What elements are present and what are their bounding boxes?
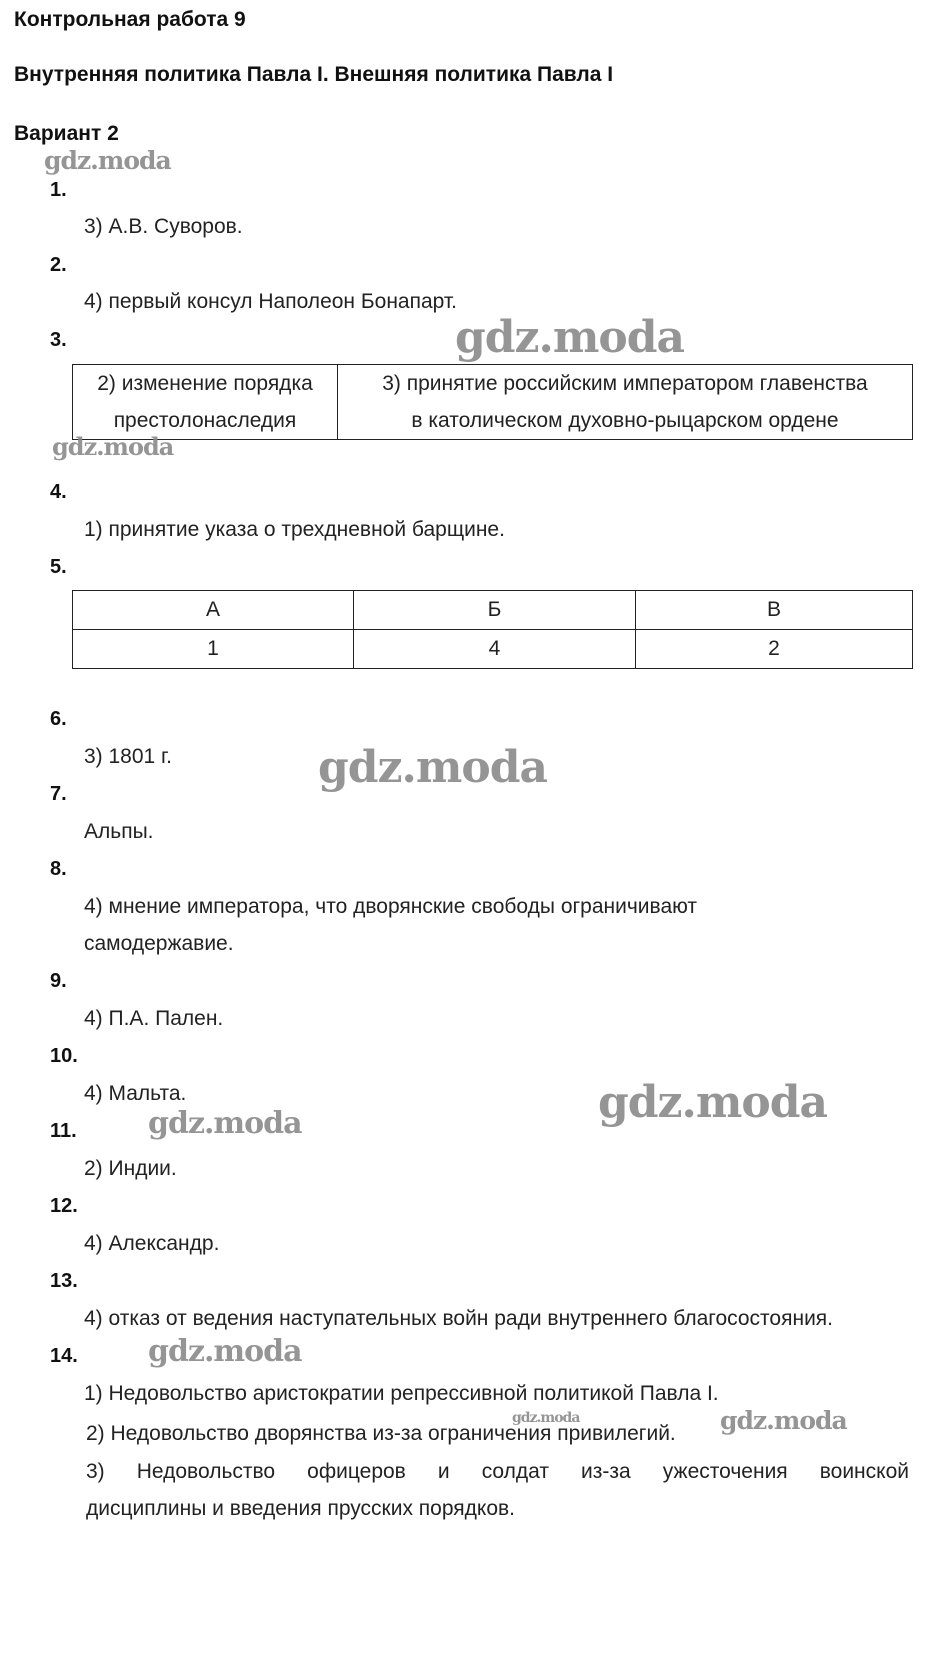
watermark: gdz.moda [148, 1334, 302, 1369]
watermark: gdz.moda [318, 742, 548, 793]
variant-label: Вариант 2 [14, 122, 119, 145]
answer-6: 3) 1801 г. [84, 745, 172, 768]
cell-line: в католическом духовно-рыцарском ордене [411, 409, 839, 432]
question-number-14: 14. [50, 1345, 78, 1367]
answer-14-item-3-line-2: дисциплины и введения прусских порядков. [86, 1497, 515, 1520]
answer-11: 2) Индии. [84, 1157, 177, 1180]
cell-line: 2) изменение порядка [97, 372, 313, 395]
answer-9: 4) П.А. Пален. [84, 1007, 224, 1030]
watermark: gdz.moda [512, 1410, 580, 1426]
answer-1: 3) А.В. Суворов. [84, 215, 243, 238]
question-number-8: 8. [50, 858, 67, 880]
question-number-4: 4. [50, 481, 67, 503]
watermark: gdz.moda [455, 312, 685, 363]
answer-14-item-3-line-1: 3) Недовольство офицеров и солдат из-за ужесточения воинской [86, 1460, 909, 1483]
table-cell [73, 365, 338, 440]
table-value-cell: 2 [636, 630, 913, 669]
page-title: Контрольная работа 9 [14, 8, 246, 31]
answer-13: 4) отказ от ведения наступательных войн ради внутреннего благосостояния. [84, 1307, 834, 1330]
answer-4: 1) принятие указа о трехдневной барщине. [84, 518, 505, 541]
watermark: gdz.moda [148, 1106, 302, 1141]
answer-14-item-1: 1) Недовольство аристократии репрессивной политикой Павла I. [84, 1382, 719, 1405]
cell-line: 3) принятие российским императором главенства [382, 372, 868, 395]
answer-7: Альпы. [84, 820, 154, 843]
question-number-13: 13. [50, 1270, 78, 1292]
answer-12: 4) Александр. [84, 1232, 220, 1255]
table-value-cell: 4 [354, 630, 636, 669]
question-number-5: 5. [50, 556, 67, 578]
watermark: gdz.moda [52, 432, 174, 461]
question-number-12: 12. [50, 1195, 78, 1217]
question-number-11: 11. [50, 1120, 77, 1142]
question-number-1: 1. [50, 179, 67, 201]
question-number-10: 10. [50, 1045, 78, 1067]
table-header-cell: Б [354, 591, 636, 630]
question-number-6: 6. [50, 708, 67, 730]
answer-10: 4) Мальта. [84, 1082, 187, 1105]
answer-14-item-2: 2) Недовольство дворянства из-за ограничения привилегий. [86, 1422, 676, 1445]
answer-2: 4) первый консул Наполеон Бонапарт. [84, 290, 457, 313]
watermark: gdz.moda [598, 1077, 828, 1128]
table-header-cell: В [636, 591, 913, 630]
page-subtitle: Внутренняя политика Павла I. Внешняя политика Павла I [14, 63, 614, 86]
answer-table-3 [72, 364, 913, 440]
answer-8-line-2: самодержавие. [84, 932, 234, 955]
question-number-3: 3. [50, 329, 67, 351]
answer-table-5 [72, 590, 913, 669]
table-value-cell: 1 [73, 630, 354, 669]
cell-line: престолонаследия [113, 409, 297, 432]
watermark: gdz.moda [44, 146, 171, 175]
question-number-9: 9. [50, 970, 67, 992]
watermark: gdz.moda [720, 1406, 847, 1435]
question-number-2: 2. [50, 254, 67, 276]
answer-8-line-1: 4) мнение императора, что дворянские свободы ограничивают [84, 895, 698, 918]
table-cell [338, 365, 913, 440]
table-header-cell: А [73, 591, 354, 630]
question-number-7: 7. [50, 783, 67, 805]
